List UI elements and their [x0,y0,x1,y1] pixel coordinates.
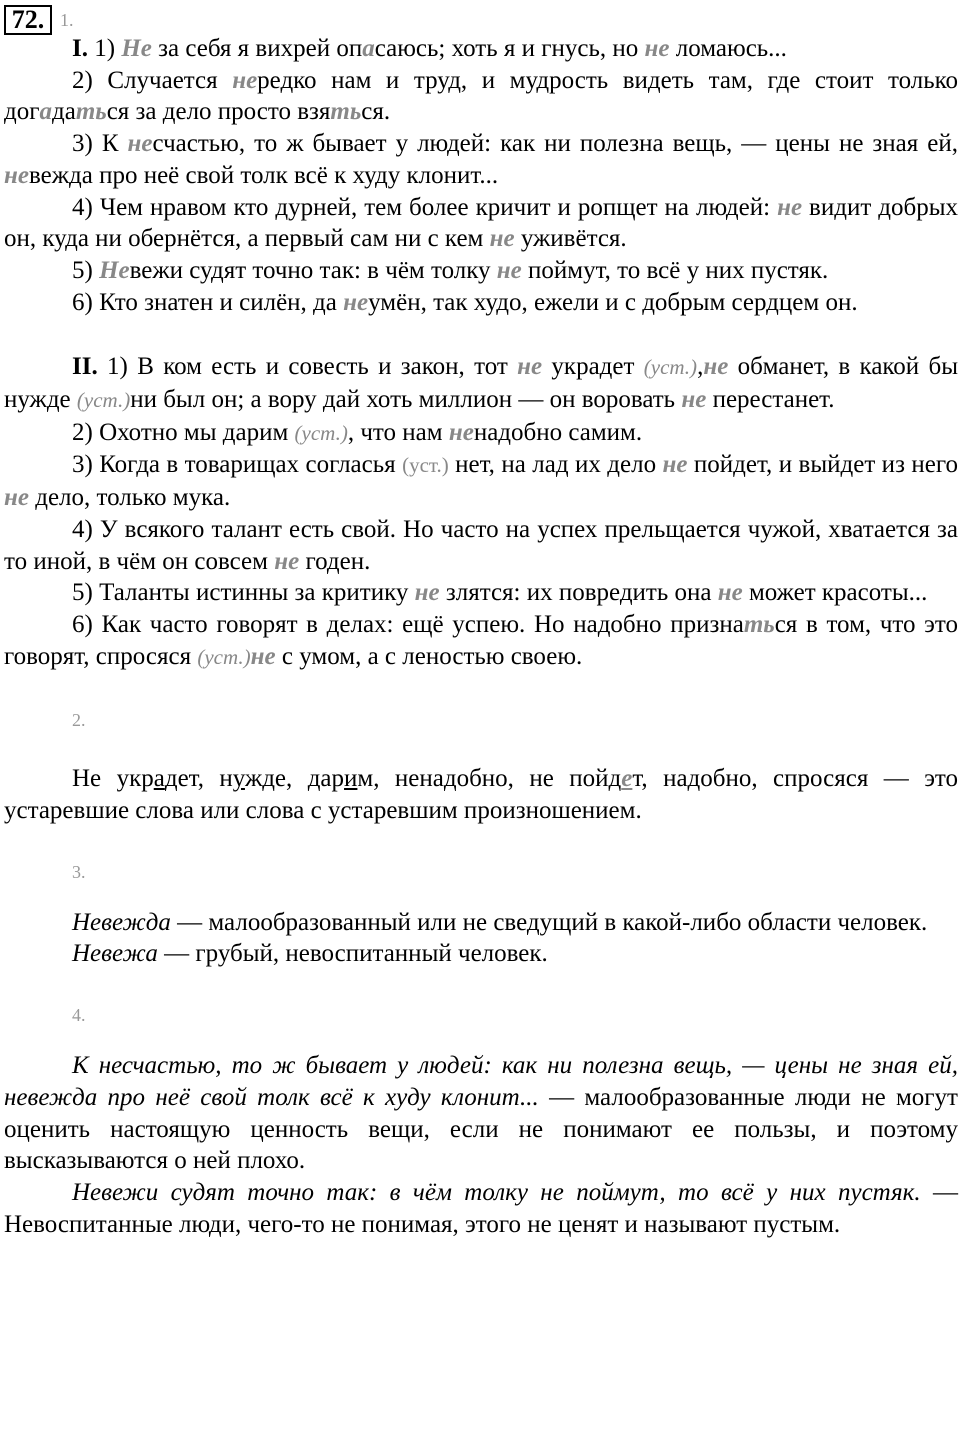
part3-header: 3. [72,861,86,882]
s1-item-1: I. 1) Не за себя я вихрей опасаюсь; хоть я и гнусь, но не ломаюсь... [72,35,787,62]
s1-item-2: 2) Случается нередко нам и труд, и мудрость видеть там, где стоит только догадаться за дело просто взяться. [4,66,958,126]
part2-text: Не украдет, нужде, дарим, ненадобно, не пойдет, надобно, спросяся — это устаревшие слова или слова с устаревшим произношением. [4,765,959,825]
roman-numeral-2: II. [72,353,98,381]
ust-mark: (уст.) [197,644,251,669]
s2-item-3: 3) Когда в товарищах согласья (уст.) нет, на лад их дело не пойдет, и выйдет из него не дело, только мука. [4,451,958,512]
exercise-number: 72. [4,5,52,35]
part1-label: 1. [60,10,74,30]
s1-item-5: 5) Невежи судят точно так: в чём толку не поймут, то всё у них пустяк. [72,256,829,284]
part2-header: 2. [72,710,86,731]
roman-numeral-1: I. [72,35,88,62]
s1-item-4: 4) Чем нравом кто дурней, тем более кричит и ропщет на людей: не видит добрых он, куда ни обернётся, а первый сам ни с кем не уживётся. [4,193,958,253]
s2-item-4: 4) У всякого талант есть свой. Но часто на успех прельщается чужой, хватается за то иной, в чём он совсем не годен. [4,515,958,575]
ust-mark: (уст.) [402,453,449,478]
part4-explanation-2: Невежи судят точно так: в чём толку не поймут, то всё у них пустяк. — Невоспитанные люди, чего-то не понимая, этого не ценят и называют пустым. [4,1178,958,1238]
exercise-header [4,0,958,40]
s2-item-2: 2) Охотно мы дарим (уст.), что нам ненадобно самим. [72,418,643,446]
s2-item-6: 6) Как часто говорят в делах: ещё успею. Но надобно признаться в том, что это говорят, спросяся (уст.)не с умом, а с леностью своею. [4,610,958,670]
ust-mark: (уст.) [76,388,131,413]
ust-mark: (уст.) [643,355,698,380]
spacer [4,318,958,351]
s2-item-1: II. 1) В ком есть и совесть и закон, тот не украдет (уст.),не обманет, в какой бы нужде (уст.)ни был он; а вору дай хоть миллион — он воровать не перестанет. [4,353,959,414]
part3-def-2: Невежа — грубый, невоспитанный человек. [72,940,548,968]
page [4,0,958,1240]
part4-header: 4. [72,1005,86,1026]
part4-explanation-1: К несчастью, то ж бывает у людей: как ни полезна вещь, — цены не зная ей, невежда про неё свой толк всё к худу клонит... — малообразованные люди не могут оценить настоящую ценность вещи, если не понимают ее пользы, и поэтому высказываются о ней плохо. [4,1052,958,1175]
part3-def-1: Невежда — малообразованный или не сведущий в какой-либо области человек. [72,908,928,936]
s1-item-3: 3) К несчастью, то ж бывает у людей: как ни полезна вещь, — цены не зная ей, невежда про неё свой толк всё к худу клонит... [4,130,958,189]
s2-item-5: 5) Таланты истинны за критику не злятся: их повредить она не может красоты... [72,579,928,607]
s1-item-6: 6) Кто знатен и силён, да неумён, так худо, ежели и с добрым сердцем он. [72,288,858,316]
ust-mark: (уст.) [294,420,348,445]
